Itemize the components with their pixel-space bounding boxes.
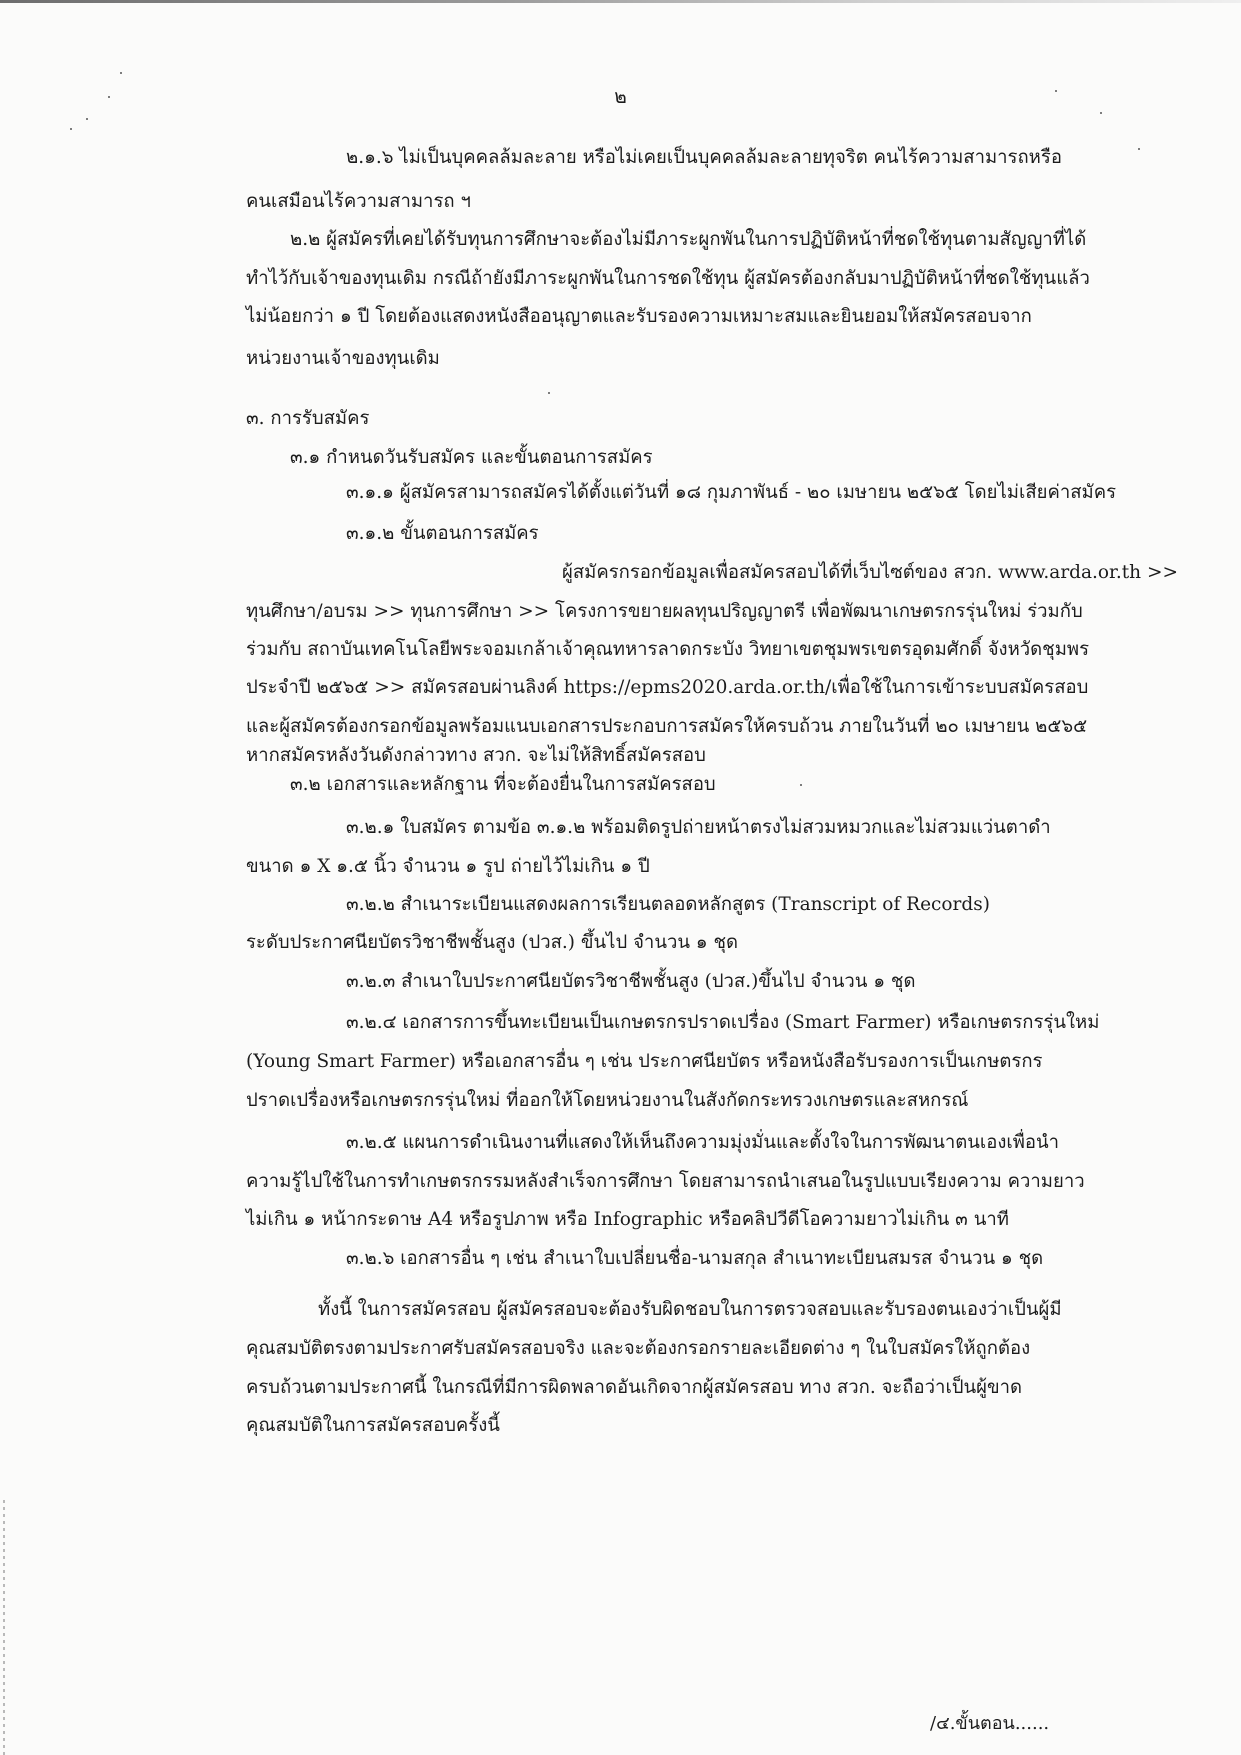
page-number: ๒ — [614, 86, 627, 108]
scan-edge-left — [3, 1500, 5, 1755]
text-line: ไม่น้อยกว่า ๑ ปี โดยต้องแสดงหนังสืออนุญาตและรับรองความเหมาะสมและยินยอมให้สมัครสอบจาก — [246, 306, 1032, 327]
text-line: ๒.๒ ผู้สมัครที่เคยได้รับทุนการศึกษาจะต้องไม่มีภาระผูกพันในการปฏิบัติหน้าที่ชดใช้ทุนตามสัญญาที่ได้ — [290, 229, 1087, 250]
text-line: หากสมัครหลังวันดังกล่าวทาง สวก. จะไม่ให้สิทธิ์สมัครสอบ — [246, 745, 706, 766]
text-line: ร่วมกับ สถาบันเทคโนโลยีพระจอมเกล้าเจ้าคุณทหารลาดกระบัง วิทยาเขตชุมพรเขตรอุดมศักดิ์ จังหวัดชุมพร — [246, 639, 1090, 660]
text-line: ความรู้ไปใช้ในการทำเกษตรกรรมหลังสำเร็จการศึกษา โดยสามารถนำเสนอในรูปแบบเรียงความ ความยาว — [246, 1171, 1085, 1192]
text-line: ไม่เกิน ๑ หน้ากระดาษ A4 หรือรูปภาพ หรือ Infographic หรือคลิปวีดีโอความยาวไม่เกิน ๓ นาที — [246, 1209, 1009, 1230]
scan-edge-top — [0, 0, 1241, 3]
scan-speck — [800, 784, 802, 786]
scan-speck — [70, 128, 72, 130]
text-line: ผู้สมัครกรอกข้อมูลเพื่อสมัครสอบได้ที่เว็บไซต์ของ สวก. www.arda.or.th >> — [562, 562, 1178, 583]
subsection-heading: ๓.๒ เอกสารและหลักฐาน ที่จะต้องยื่นในการสมัครสอบ — [290, 774, 716, 795]
text-line: และผู้สมัครต้องกรอกข้อมูลพร้อมแนบเอกสารประกอบการสมัครให้ครบถ้วน ภายในวันที่ ๒๐ เมษายน ๒๕๖๕ — [246, 716, 1088, 737]
continuation-reference: /๔.ขั้นตอน...... — [930, 1713, 1050, 1734]
text-line: ๓.๑.๒ ขั้นตอนการสมัคร — [346, 523, 539, 544]
text-line: ทุนศึกษา/อบรม >> ทุนการศึกษา >> โครงการขยายผลทุนปริญญาตรี เพื่อพัฒนาเกษตรกรรุ่นใหม่ ร่วมกับ — [246, 601, 1083, 622]
subsection-heading: ๓.๑ กำหนดวันรับสมัคร และขั้นตอนการสมัคร — [290, 447, 653, 468]
text-line: ๓.๒.๒ สำเนาระเบียนแสดงผลการเรียนตลอดหลักสูตร (Transcript of Records) — [346, 894, 990, 915]
text-line: ทั้งนี้ ในการสมัครสอบ ผู้สมัครสอบจะต้องรับผิดชอบในการตรวจสอบและรับรองตนเองว่าเป็นผู้มี — [318, 1299, 1062, 1320]
scan-speck — [86, 118, 88, 120]
text-line: ๓.๑.๑ ผู้สมัครสามารถสมัครได้ตั้งแต่วันที่ ๑๘ กุมภาพันธ์ - ๒๐ เมษายน ๒๕๖๕ โดยไม่เสียค่าสมัคร — [346, 482, 1117, 503]
scan-speck — [1138, 148, 1140, 150]
text-line: ๓.๒.๕ แผนการดำเนินงานที่แสดงให้เห็นถึงความมุ่งมั่นและตั้งใจในการพัฒนาตนเองเพื่อนำ — [346, 1132, 1060, 1153]
text-line: คนเสมือนไร้ความสามารถ ฯ — [246, 191, 471, 212]
scan-speck — [548, 392, 550, 394]
text-line: คุณสมบัติในการสมัครสอบครั้งนี้ — [246, 1415, 500, 1436]
text-line: ครบถ้วนตามประกาศนี้ ในกรณีที่มีการผิดพลาดอันเกิดจากผู้สมัครสอบ ทาง สวก. จะถือว่าเป็นผู้ขาด — [246, 1377, 1023, 1398]
section-heading: ๓. การรับสมัคร — [246, 408, 370, 429]
scan-speck — [1100, 112, 1102, 114]
text-line: ๓.๒.๔ เอกสารการขึ้นทะเบียนเป็นเกษตรกรปราดเปรื่อง (Smart Farmer) หรือเกษตรกรรุ่นใหม่ — [346, 1012, 1100, 1033]
text-line: ๓.๒.๓ สำเนาใบประกาศนียบัตรวิชาชีพชั้นสูง (ปวส.)ขึ้นไป จำนวน ๑ ชุด — [346, 971, 916, 992]
text-line: คุณสมบัติตรงตามประกาศรับสมัครสอบจริง และจะต้องกรอกรายละเอียดต่าง ๆ ในใบสมัครให้ถูกต้อง — [246, 1338, 1031, 1359]
text-line: ขนาด ๑ X ๑.๕ นิ้ว จำนวน ๑ รูป ถ่ายไว้ไม่เกิน ๑ ปี — [246, 856, 650, 877]
text-line: (Young Smart Farmer) หรือเอกสารอื่น ๆ เช่น ประกาศนียบัตร หรือหนังสือรับรองการเป็นเกษตรกร — [246, 1051, 1043, 1072]
text-line: ประจำปี ๒๕๖๕ >> สมัครสอบผ่านลิงค์ https://epms2020.arda.or.th/เพื่อใช้ในการเข้าระบบสมัครสอบ — [246, 677, 1089, 698]
text-line: ระดับประกาศนียบัตรวิชาชีพชั้นสูง (ปวส.) ขึ้นไป จำนวน ๑ ชุด — [246, 932, 739, 953]
text-line: ๓.๒.๖ เอกสารอื่น ๆ เช่น สำเนาใบเปลี่ยนชื่อ-นามสกุล สำเนาทะเบียนสมรส จำนวน ๑ ชุด — [346, 1248, 1044, 1269]
text-line: ปราดเปรื่องหรือเกษตรกรรุ่นใหม่ ที่ออกให้โดยหน่วยงานในสังกัดกระทรวงเกษตรและสหกรณ์ — [246, 1090, 969, 1111]
text-line: หน่วยงานเจ้าของทุนเดิม — [246, 348, 440, 369]
text-line: ทำไว้กับเจ้าของทุนเดิม กรณีถ้ายังมีภาระผูกพันในการชดใช้ทุน ผู้สมัครต้องกลับมาปฏิบัติหน้าที่ชดใช้ทุนแล้ว — [246, 268, 1090, 289]
text-line: ๓.๒.๑ ใบสมัคร ตามข้อ ๓.๑.๒ พร้อมติดรูปถ่ายหน้าตรงไม่สวมหมวกและไม่สวมแว่นตาดำ — [346, 817, 1051, 838]
text-line: ๒.๑.๖ ไม่เป็นบุคคลล้มละลาย หรือไม่เคยเป็นบุคคลล้มละลายทุจริต คนไร้ความสามารถหรือ — [346, 147, 1062, 168]
scan-speck — [120, 72, 122, 74]
